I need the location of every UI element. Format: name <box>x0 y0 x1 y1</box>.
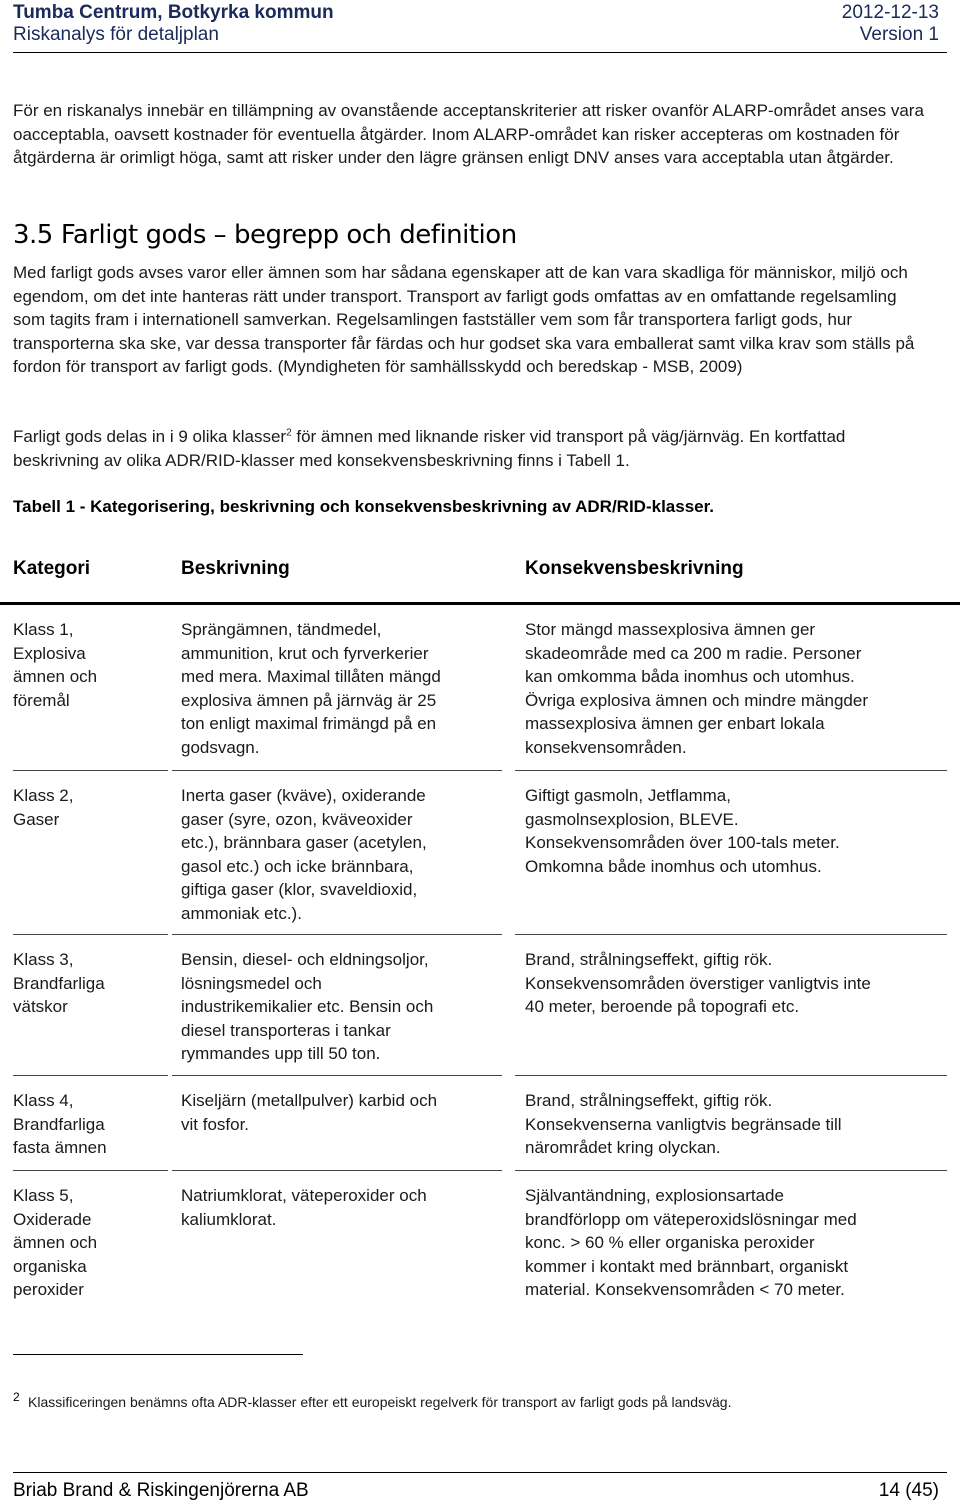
table-cell-line: ämnen och <box>13 667 98 686</box>
table-cell-line: föremål <box>13 690 70 710</box>
table-cell-category <box>13 1184 153 1302</box>
table-header-category: Kategori <box>13 558 91 579</box>
table-cell-line: Sprängämnen, tändmedel, <box>181 620 382 639</box>
table-cell-category <box>13 948 153 1019</box>
table-cell-consequence <box>525 618 945 759</box>
table-row-divider <box>515 1075 947 1076</box>
table-row-divider <box>172 934 502 935</box>
table-cell-category <box>13 618 153 712</box>
table-cell-line: Giftigt gasmoln, Jetflamma, <box>525 786 731 805</box>
table-cell-line: konc. > 60 % eller organiska peroxider <box>525 1233 815 1252</box>
header-divider <box>13 52 947 53</box>
table-cell-line: Klass 4, <box>13 1091 74 1110</box>
table-cell-line: organiska <box>13 1256 87 1276</box>
table-cell-line: lösningsmedel och <box>181 973 322 993</box>
footer-page-number: 14 (45) <box>878 1480 939 1501</box>
table-cell-line: Konsekvensområden överstiger vanligtvis inte <box>525 973 871 993</box>
table-cell-line: explosiva ämnen på järnväg är 25 <box>181 690 437 710</box>
table-cell-line: Övriga explosiva ämnen och mindre mängder <box>525 690 869 710</box>
table-cell-line: Brand, strålningseffekt, giftig rök. <box>525 950 773 969</box>
table-cell-line: massexplosiva ämnen ger enbart lokala <box>525 714 825 733</box>
table-cell-line: Klass 2, <box>13 786 74 805</box>
table-cell-line: med mera. Maximal tillåten mängd <box>181 667 441 686</box>
paragraph-2-end: för ämnen med liknande risker vid transport på väg/järnväg. En kortfattad beskrivning av olika ADR/RID-klasser med konsekvensbeskrivning finns i Tabell 1. <box>13 427 846 470</box>
table-cell-line: konsekvensområden. <box>525 737 687 757</box>
section-paragraph-1 <box>13 261 933 379</box>
table-cell-line: Omkomna både inomhus och utomhus. <box>525 856 822 876</box>
table-cell-line: ämnen och <box>13 1233 98 1252</box>
table-cell-line: Oxiderade <box>13 1209 92 1229</box>
section-paragraph-1-text: Med farligt gods avses varor eller ämnen som har sådana egenskaper att de kan vara skadliga för människor, miljö och egendom, om det inte hanteras rätt under transport. Transport av farligt gods omfattas av en omfattande regelsamling som tagits fram i internationell samverkan. Regelsamlingen fastställer vem som får transportera farligt gods, hur transporterna ska ske, var dessa transporter får färdas och hur godset ska vara emballerat samt vilka krav som ställs på fordon för transport av farligt gods. (Myndigheten för samhällsskydd och beredskap - MSB, 2009) <box>13 263 915 376</box>
table-cell-line: närområdet kring olyckan. <box>525 1138 721 1157</box>
table-row-divider <box>172 1170 502 1171</box>
table-cell-line: Konsekvensområden över 100-tals meter. <box>525 833 840 852</box>
document-version: Version 1 <box>859 24 939 45</box>
table-cell-line: kaliumklorat. <box>181 1209 277 1229</box>
table-cell-consequence <box>525 1089 945 1160</box>
table-cell-line: Konsekvenserna vanligtvis begränsade till <box>525 1114 842 1134</box>
table-cell-line: gaser (syre, ozon, kväveoxider <box>181 809 413 829</box>
table-cell-line: Klass 5, <box>13 1186 74 1205</box>
paragraph-2-start: Farligt gods delas in i 9 olika klasser <box>13 427 287 446</box>
table-cell-line: material. Konsekvensområden < 70 meter. <box>525 1280 845 1299</box>
intro-paragraph <box>13 99 933 170</box>
table-cell-description <box>181 1184 501 1231</box>
table-cell-line: giftiga gaser (klor, svaveldioxid, <box>181 880 418 899</box>
table-cell-description <box>181 948 501 1066</box>
document-date: 2012-12-13 <box>841 2 939 23</box>
table-cell-line: diesel transporteras i tankar <box>181 1020 391 1040</box>
table-row-divider <box>515 770 947 771</box>
section-title: Farligt gods – begrepp och definition <box>60 220 517 250</box>
table-cell-line: kan omkomma båda inomhus och utomhus. <box>525 667 855 686</box>
footer-company: Briab Brand & Riskingenjörerna AB <box>13 1480 309 1501</box>
table-cell-line: industrikemikalier etc. Bensin och <box>181 997 434 1016</box>
table-header-consequence: Konsekvensbeskrivning <box>525 558 744 579</box>
document-subtitle: Riskanalys för detaljplan <box>13 24 219 45</box>
table-cell-line: ammunition, krut och fyrverkerier <box>181 643 429 663</box>
footnote-divider <box>13 1354 303 1355</box>
table-cell-line: Inerta gaser (kväve), oxiderande <box>181 786 426 805</box>
table-cell-line: godsvagn. <box>181 737 260 757</box>
table-cell-line: Klass 1, <box>13 620 74 639</box>
table-row-divider <box>515 1170 947 1171</box>
table-cell-consequence <box>525 784 945 878</box>
table-row-divider <box>172 1075 502 1076</box>
section-number: 3.5 <box>13 220 53 250</box>
section-heading <box>13 220 517 250</box>
table-cell-line: ammoniak etc.). <box>181 903 302 923</box>
footnote-text: Klassificeringen benämns ofta ADR-klasser efter ett europeiskt regelverk för transport av farligt gods på landsväg. <box>28 1394 732 1410</box>
table-cell-line: Kiseljärn (metallpulver) karbid och <box>181 1091 438 1110</box>
table-cell-line: Klass 3, <box>13 950 74 969</box>
table-cell-line: 40 meter, beroende på topografi etc. <box>525 997 800 1016</box>
table-cell-line: Brandfarliga <box>13 973 105 993</box>
table-cell-line: skadeområde med ca 200 m radie. Personer <box>525 643 862 663</box>
table-row-divider <box>13 934 168 935</box>
table-cell-line: gasmolnsexplosion, BLEVE. <box>525 809 739 829</box>
section-paragraph-2 <box>13 425 933 472</box>
table-cell-line: Brandfarliga <box>13 1114 105 1134</box>
table-row-divider <box>13 770 168 771</box>
table-cell-line: brandförlopp om väteperoxidslösningar med <box>525 1209 857 1229</box>
table-header-divider <box>0 602 960 605</box>
table-cell-category <box>13 1089 153 1160</box>
table-cell-description <box>181 618 501 759</box>
footnote-number: 2 <box>13 1390 20 1404</box>
table-row-divider <box>172 770 502 771</box>
intro-text: För en riskanalys innebär en tillämpning av ovanstående acceptanskriterier att risker ovanför ALARP-området anses vara oacceptabla, oavsett kostnader för eventuella åtgärder. Inom ALARP-området kan risker accepteras om kostnaden för åtgärderna är orimligt höga, samt att risker under den lägre gränsen enligt DNV anses vara acceptabla utan åtgärder. <box>13 101 924 167</box>
table-cell-line: Explosiva <box>13 643 86 663</box>
table-cell-line: rymmandes upp till 50 ton. <box>181 1044 381 1063</box>
table-cell-line: peroxider <box>13 1280 84 1299</box>
table-cell-description <box>181 784 501 925</box>
table-cell-line: etc.), brännbara gaser (acetylen, <box>181 833 427 852</box>
table-cell-line: gasol etc.) och icke brännbara, <box>181 856 414 876</box>
table-cell-line: kommer i kontakt med brännbart, organiskt <box>525 1256 849 1276</box>
table-cell-line: vit fosfor. <box>181 1114 250 1134</box>
table-cell-consequence <box>525 1184 945 1302</box>
table-cell-line: Självantändning, explosionsartade <box>525 1186 784 1205</box>
document-title: Tumba Centrum, Botkyrka kommun <box>13 2 334 23</box>
table-cell-category <box>13 784 153 831</box>
table-row-divider <box>515 934 947 935</box>
table-cell-line: vätskor <box>13 997 68 1016</box>
table-row-divider <box>13 1170 168 1171</box>
table-row-divider <box>13 1075 168 1076</box>
table-cell-line: Natriumklorat, väteperoxider och <box>181 1186 427 1205</box>
table-header-description: Beskrivning <box>181 558 290 579</box>
table-cell-line: Gaser <box>13 809 60 829</box>
table-cell-description <box>181 1089 501 1136</box>
table-cell-consequence <box>525 948 945 1019</box>
table-caption: Tabell 1 - Kategorisering, beskrivning och konsekvensbeskrivning av ADR/RID-klasser. <box>13 497 715 516</box>
table-cell-line: fasta ämnen <box>13 1138 107 1157</box>
footnote-ref[interactable]: 2 <box>286 427 292 439</box>
table-cell-line: Brand, strålningseffekt, giftig rök. <box>525 1091 773 1110</box>
table-cell-line: Stor mängd massexplosiva ämnen ger <box>525 620 816 639</box>
table-cell-line: ton enligt maximal frimängd på en <box>181 714 437 733</box>
table-cell-line: Bensin, diesel- och eldningsoljor, <box>181 950 429 969</box>
footer-divider <box>13 1472 947 1473</box>
